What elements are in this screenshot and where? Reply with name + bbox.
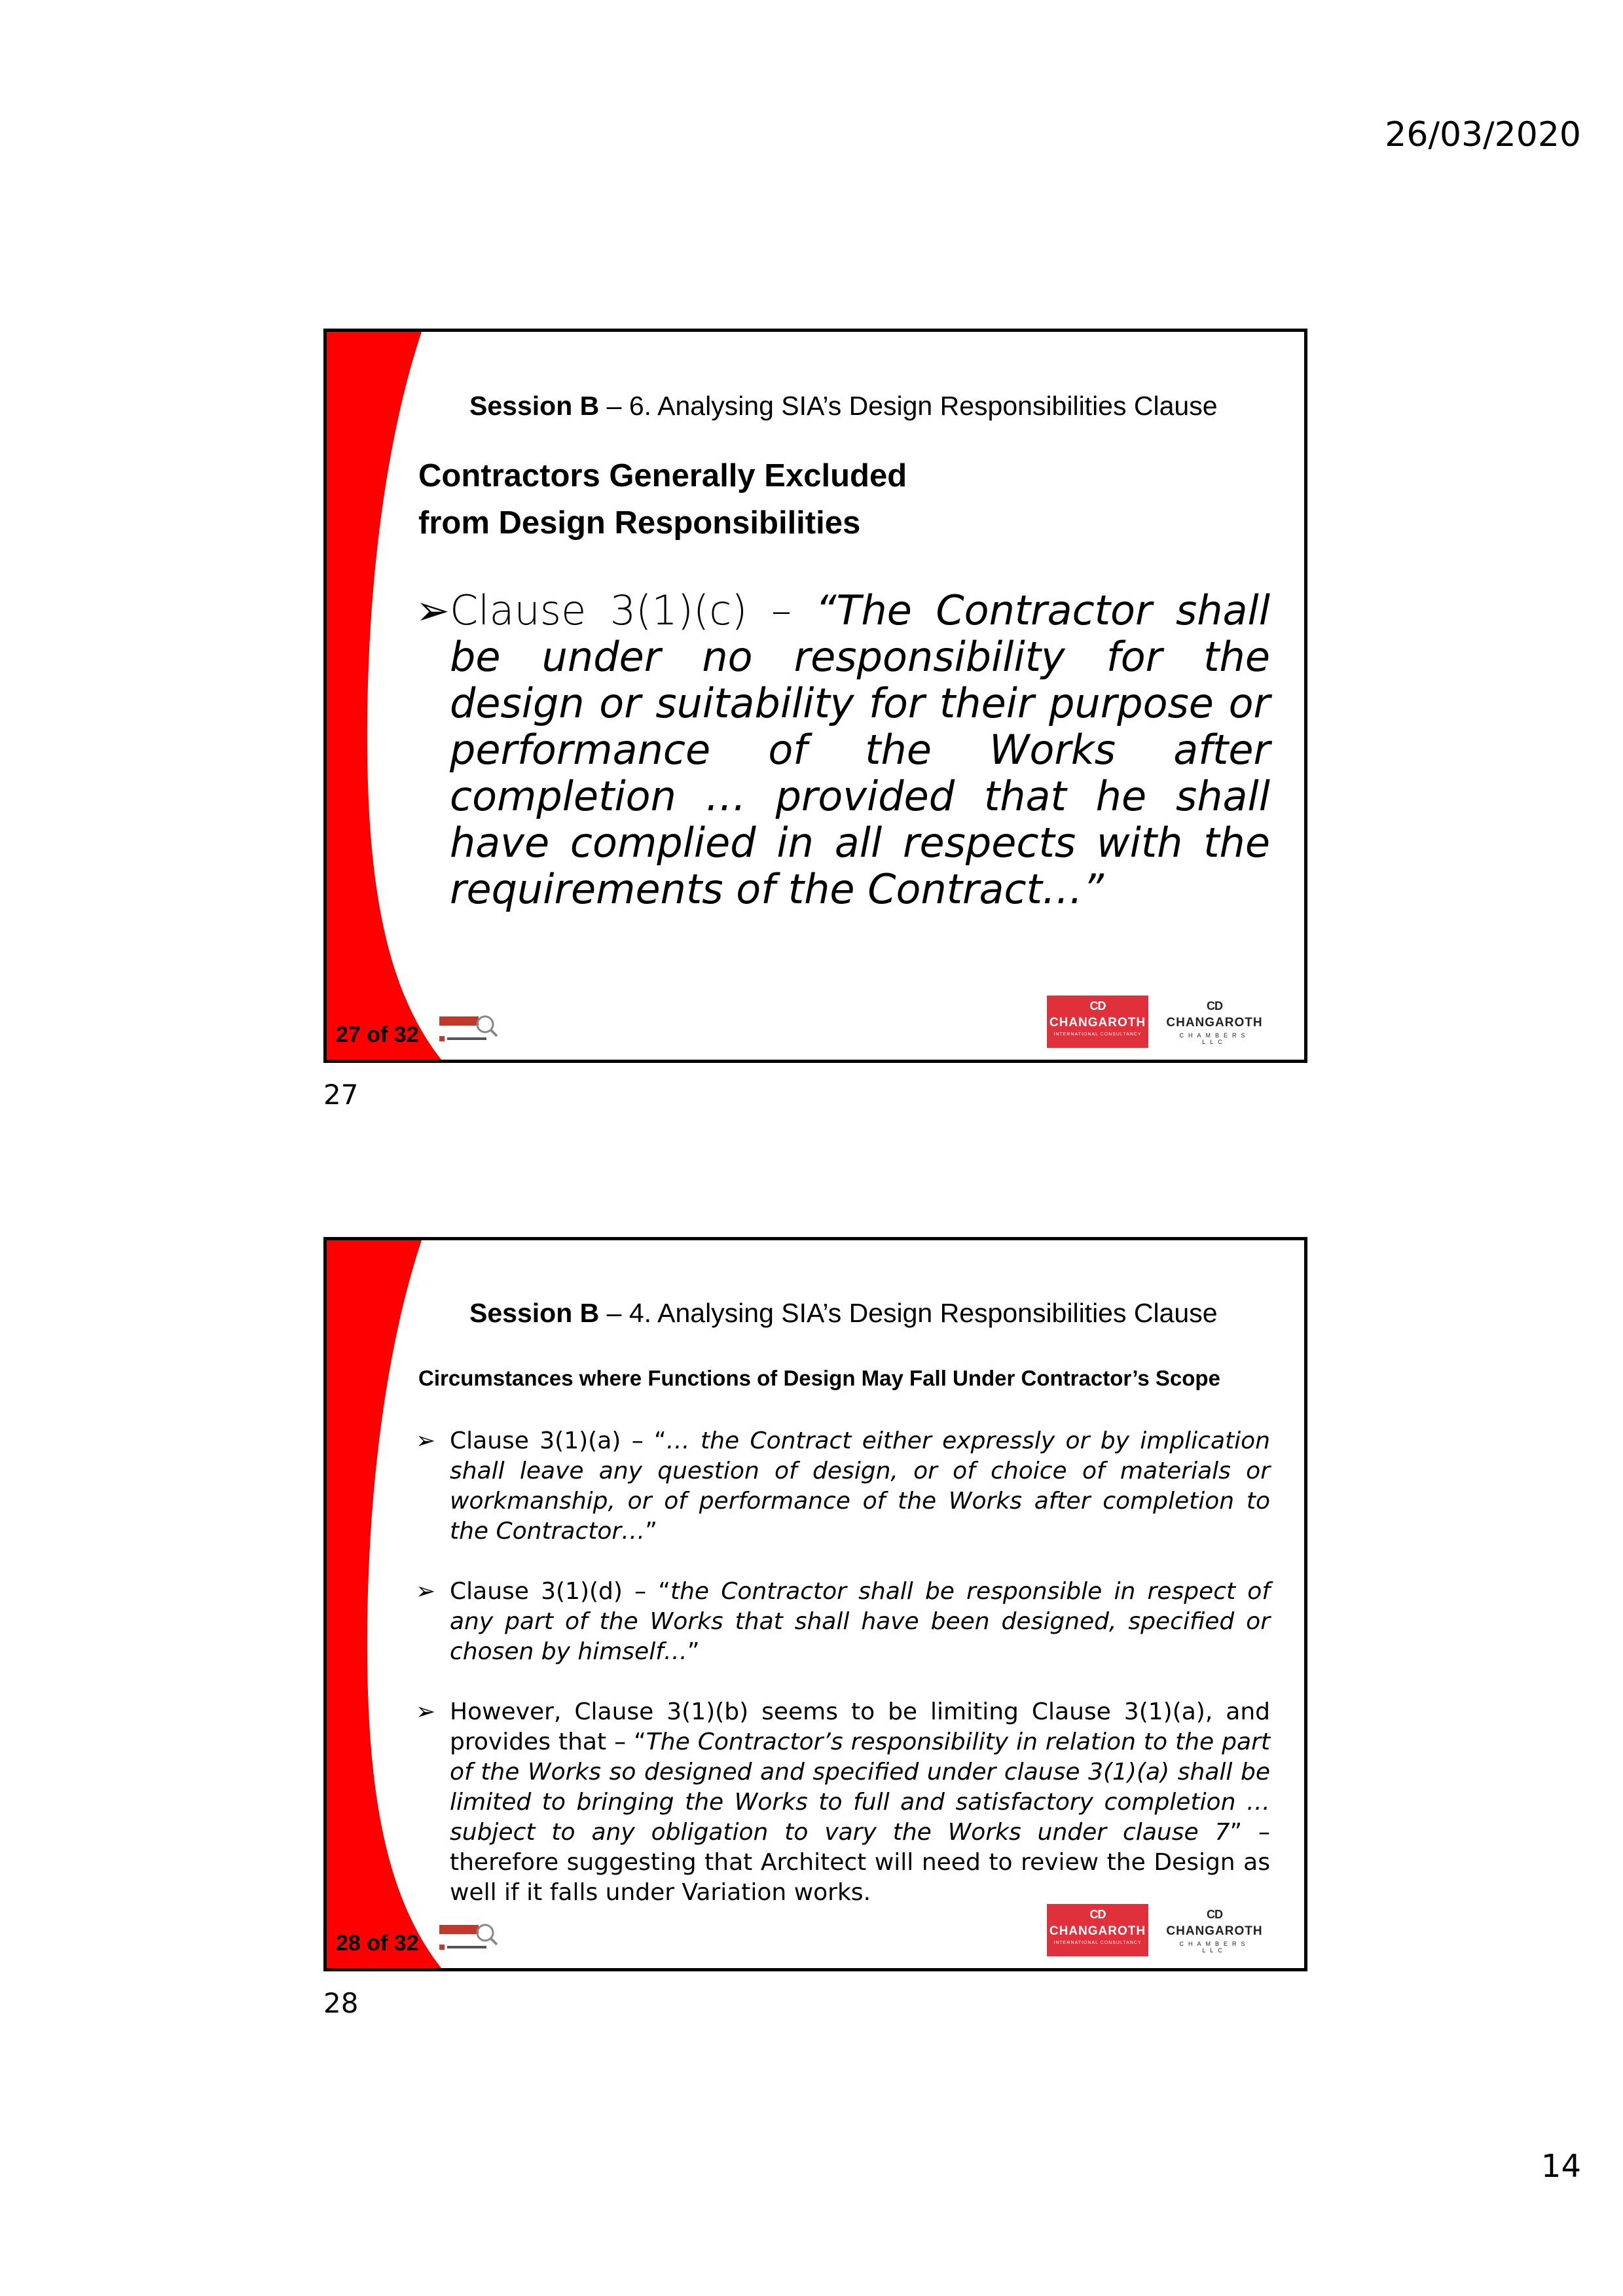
arrow-bullet-icon: ➢: [416, 1427, 436, 1454]
seminar-logo-icon: [438, 1013, 498, 1048]
clause-quote: “The Contractor shall be under no responsibility for the design or suitability for their purpose or performance of the Works after completion … provided that he shall have complied in all respects with the requirements of the Contract…”: [450, 586, 1271, 913]
arrow-bullet-icon: ➢: [416, 1578, 436, 1605]
session-topic: – 4. Analysing SIA’s Design Responsibilities Clause: [599, 1298, 1218, 1328]
slide-caption: 27: [323, 1079, 359, 1111]
changaroth-consultancy-logo: CD CHANGAROTH INTERNATIONAL CONSULTANCY: [1047, 996, 1148, 1048]
list-item: ➢ Clause 3(1)(a) – “… the Contract either expressly or by implication shall leave any question of design, or of choice of materials or workmanship, or of performance of the Works after completion to the Contractor…”: [416, 1427, 1270, 1545]
session-label: Session B: [469, 1298, 600, 1328]
arrow-bullet-icon: ➢: [416, 1698, 436, 1725]
slide-header: [469, 391, 1218, 422]
slide-counter: 27 of 32: [336, 1022, 419, 1047]
page-number: 14: [1541, 2148, 1581, 2185]
clause-list: [416, 1426, 1270, 1938]
slide-counter: 28 of 32: [336, 1931, 419, 1956]
title-line: from Design Responsibilities: [418, 505, 861, 541]
slide-27: [323, 329, 1307, 1063]
slide-subtitle: Circumstances where Functions of Design May Fall Under Contractor’s Scope: [418, 1366, 1220, 1390]
title-line: Contractors Generally Excluded: [418, 458, 907, 493]
changaroth-consultancy-logo: CD CHANGAROTH INTERNATIONAL CONSULTANCY: [1047, 1904, 1148, 1956]
changaroth-chambers-logo: CD CHANGAROTH CHAMBERS LLC: [1166, 999, 1263, 1045]
arrow-bullet-icon: ➢: [416, 586, 450, 634]
list-item: ➢ Clause 3(1)(d) – “the Contractor shall be responsible in respect of any part of the Works that shall have been designed, specified or chosen by himself…”: [416, 1578, 1270, 1665]
slide-28: [323, 1237, 1307, 1971]
clause-bullet: [416, 587, 1270, 912]
changaroth-chambers-logo: CD CHANGAROTH CHAMBERS LLC: [1166, 1908, 1263, 1954]
slide-caption: 28: [323, 1987, 359, 2019]
slide-header: [469, 1298, 1218, 1329]
session-label: Session B: [469, 391, 600, 421]
session-topic: – 6. Analysing SIA’s Design Responsibilities Clause: [599, 391, 1218, 421]
slide-title: [418, 452, 907, 547]
seminar-logo-icon: [438, 1921, 498, 1956]
list-item: ➢ However, Clause 3(1)(b) seems to be limiting Clause 3(1)(a), and provides that – “The Contractor’s responsibility in relation to the part of the Works so designed and specified under clause 3(1)(a) shall be limited to bringing the Works to full and satisfactory completion … subject to any obligation to vary the Works under clause 7” – therefore suggesting that Architect will need to review the Design as well if it falls under Variation works.: [416, 1698, 1271, 1906]
clause-ref: Clause 3(1)(c) –: [450, 586, 816, 634]
page-date: 26/03/2020: [1385, 115, 1581, 154]
